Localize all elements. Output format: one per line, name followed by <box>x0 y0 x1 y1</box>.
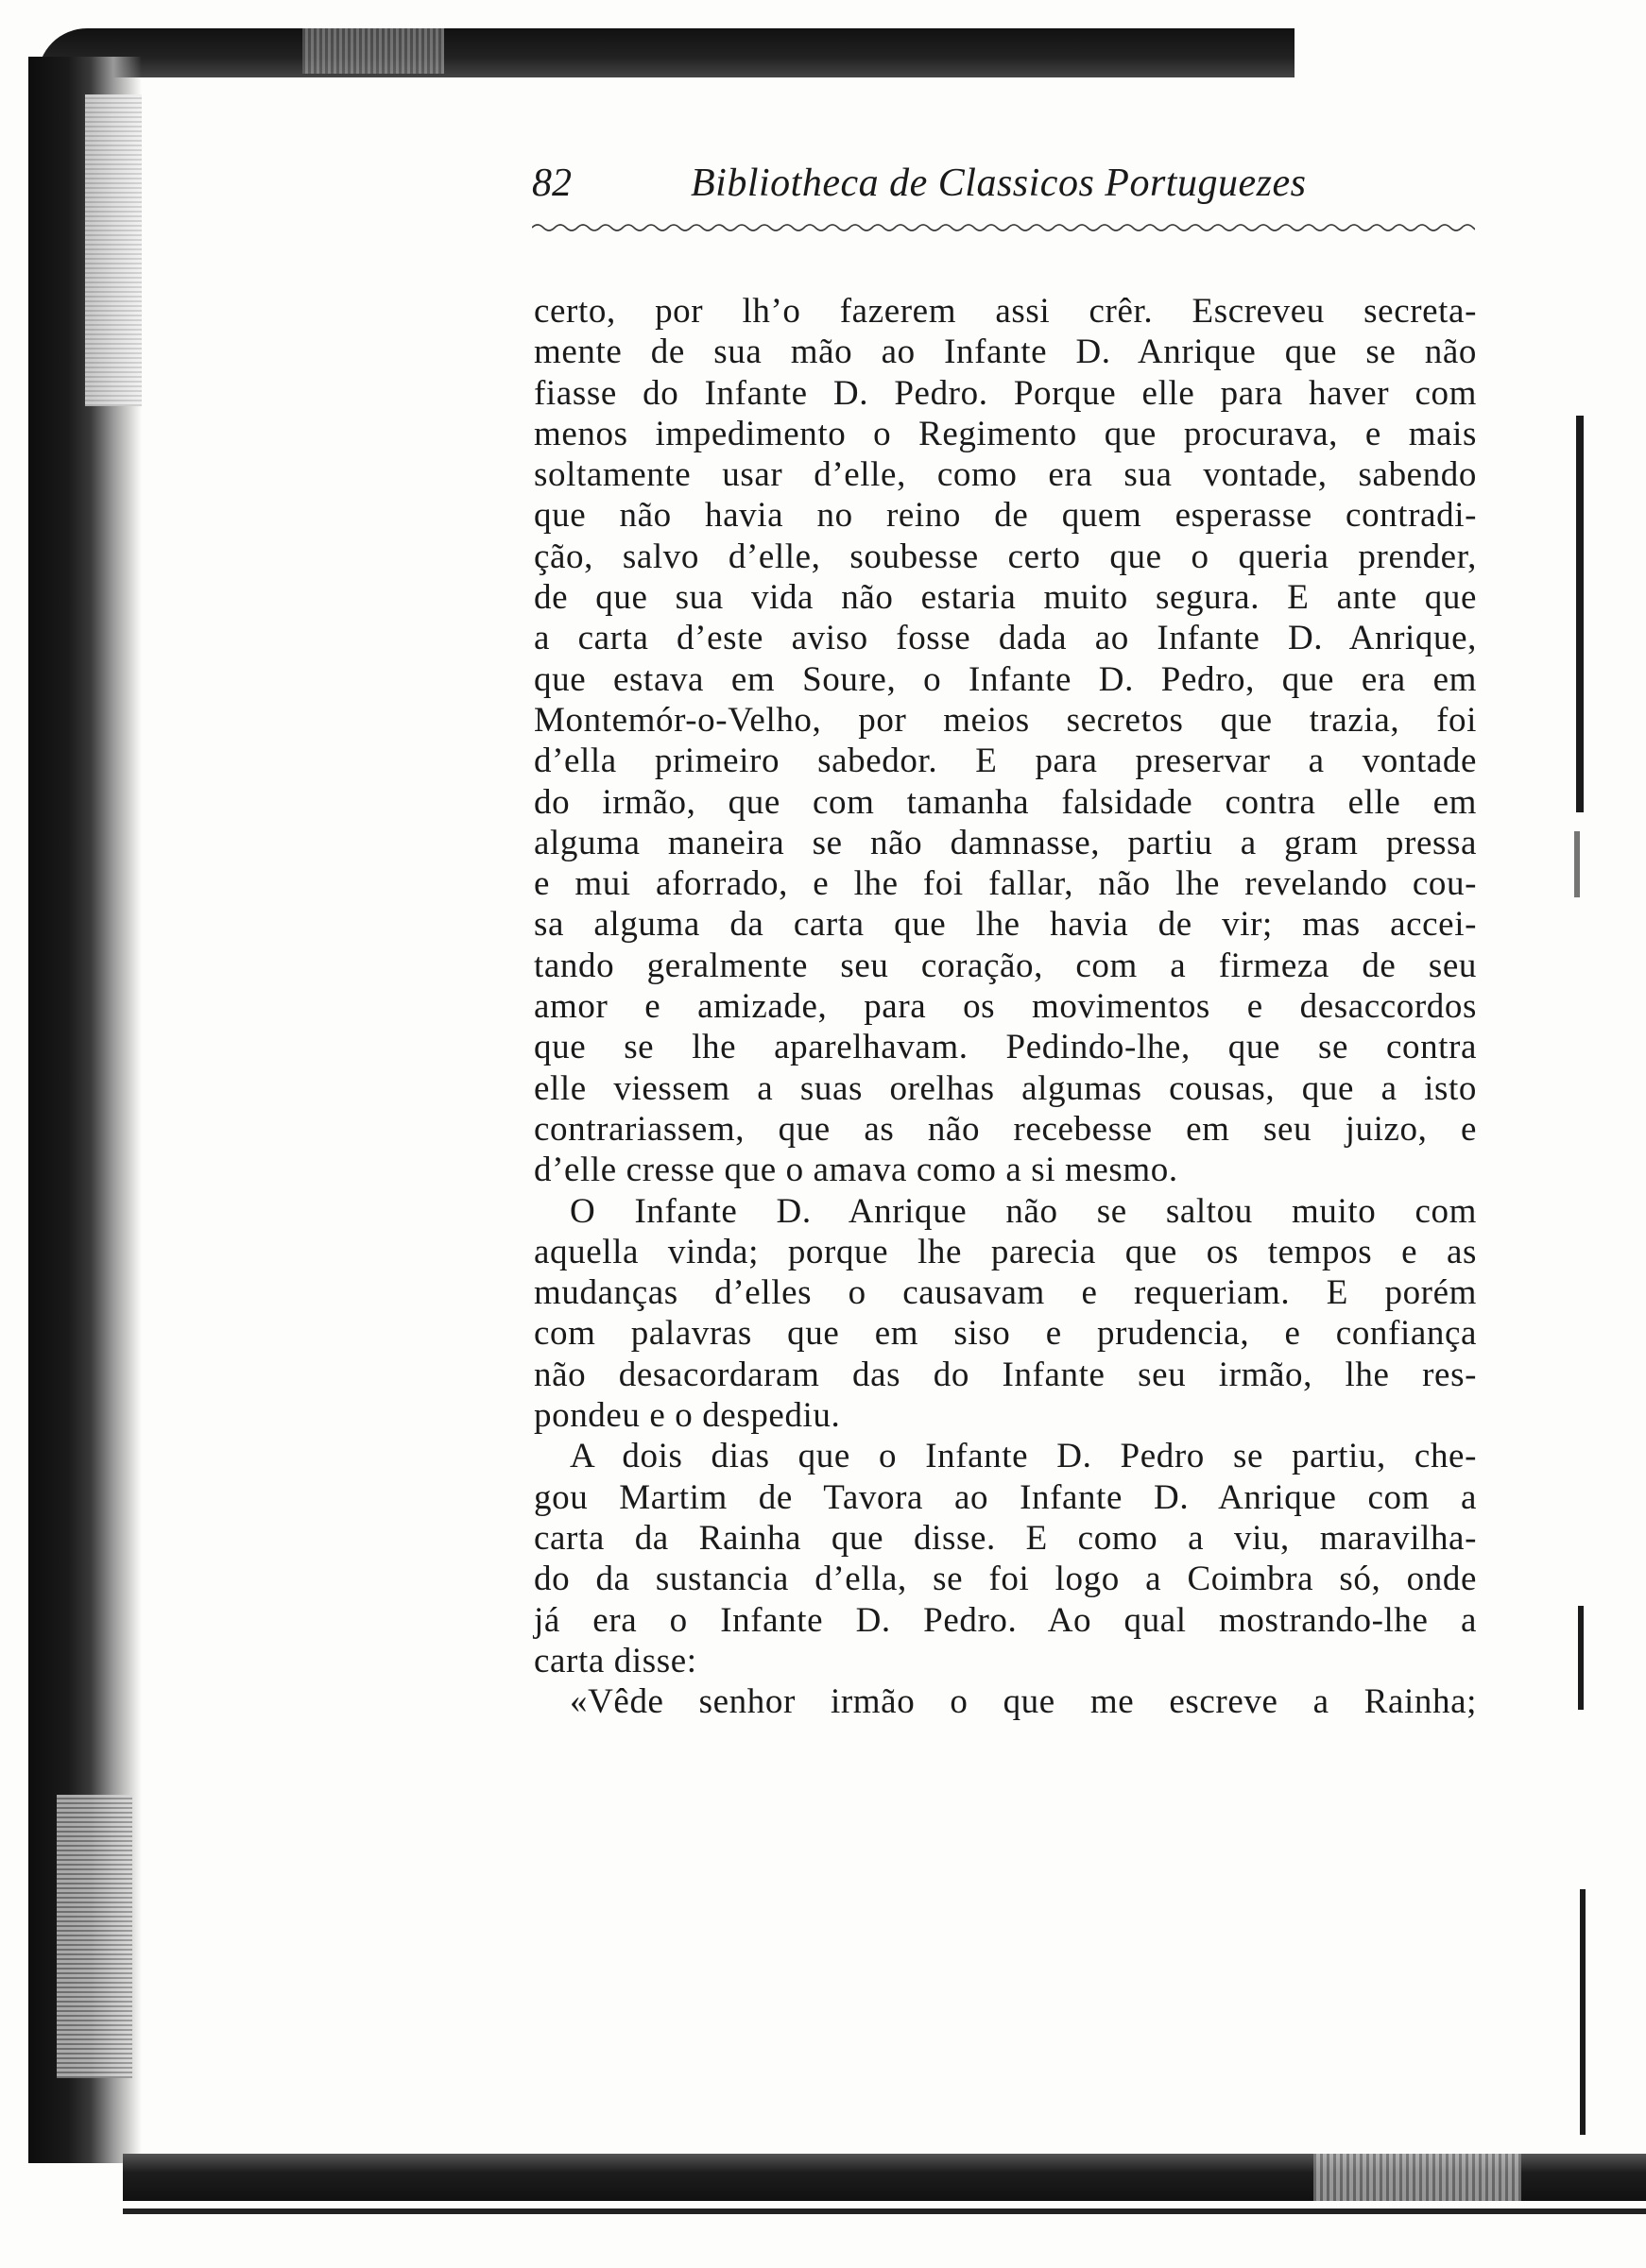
text-line: A dois dias que o Infante D. Pedro se partiu, che- <box>570 1437 1477 1476</box>
page-number: 82 <box>532 162 572 205</box>
scan-border-bottom-line <box>123 2208 1646 2214</box>
scan-mark-right <box>1574 831 1580 897</box>
scan-artifact-bottom <box>1313 2154 1521 2201</box>
text-line: gou Martim de Tavora ao Infante D. Anrique com a <box>534 1477 1477 1517</box>
text-line: que estava em Soure, o Infante D. Pedro, que era em <box>534 659 1477 699</box>
text-line: ção, salvo d’elle, soubesse certo que o queria prender, <box>534 537 1477 576</box>
text-line: alguma maneira se não damnasse, partiu a gram pressa <box>534 823 1477 862</box>
text-line: certo, por lh’o fazerem assi crêr. Escreveu secreta- <box>534 292 1477 331</box>
text-line: a carta d’este aviso fosse dada ao Infante D. Anrique, <box>534 619 1477 658</box>
text-line: com palavras que em siso e prudencia, e confiança <box>534 1314 1477 1354</box>
text-line: do da sustancia d’ella, se foi logo a Coimbra só, onde <box>534 1560 1477 1599</box>
text-line: aquella vinda; porque lhe parecia que os tempos e as <box>534 1232 1477 1271</box>
text-line: carta da Rainha que disse. E como a viu, maravilha- <box>534 1518 1477 1558</box>
text-line: d’elle cresse que o amava como a si mesmo. <box>534 1151 1178 1190</box>
text-line: que não havia no reino de quem esperasse contradi- <box>534 496 1477 536</box>
scan-mark-right <box>1578 1606 1584 1710</box>
text-line: elle viessem a suas orelhas algumas cousas, que a isto <box>534 1068 1477 1108</box>
running-title: Bibliotheca de Classicos Portuguezes <box>691 162 1307 205</box>
text-line: pondeu e o despediu. <box>534 1396 841 1436</box>
scan-artifact-left-upper <box>85 94 142 406</box>
scan-border-top <box>38 28 1295 77</box>
text-line: contrariassem, que as não recebesse em seu juizo, e <box>534 1109 1477 1149</box>
text-line: já era o Infante D. Pedro. Ao qual mostrando-lhe a <box>534 1600 1477 1640</box>
text-line: do irmão, que com tamanha falsidade contra elle em <box>534 782 1477 822</box>
text-line: d’ella primeiro sabedor. E para preservar a vontade <box>534 742 1477 781</box>
text-line: menos impedimento o Regimento que procurava, e mais <box>534 414 1477 453</box>
scan-mark-right <box>1580 1889 1586 2135</box>
text-line: «Vêde senhor irmão o que me escreve a Rainha; <box>570 1682 1477 1722</box>
text-line: fiasse do Infante D. Pedro. Porque elle para haver com <box>534 373 1477 413</box>
text-line: amor e amizade, para os movimentos e desaccordos <box>534 987 1477 1027</box>
text-line: O Infante D. Anrique não se saltou muito com <box>570 1191 1477 1231</box>
text-line: não desacordaram das do Infante seu irmão, lhe res- <box>534 1355 1477 1394</box>
body-text <box>534 291 1477 1722</box>
header-wavy-rule <box>532 221 1475 234</box>
running-header <box>532 161 1477 227</box>
scan-artifact-top <box>302 28 444 74</box>
text-line: de que sua vida não estaria muito segura. E ante que <box>534 578 1477 618</box>
text-line: carta disse: <box>534 1641 697 1680</box>
text-line: sa alguma da carta que lhe havia de vir; mas accei- <box>534 905 1477 945</box>
text-line: Montemór-o-Velho, por meios secretos que trazia, foi <box>534 700 1477 740</box>
text-line: e mui aforrado, e lhe foi fallar, não lhe revelando cou- <box>534 864 1477 904</box>
text-line: tando geralmente seu coração, com a firmeza de seu <box>534 946 1477 985</box>
text-line: soltamente usar d’elle, como era sua vontade, sabendo <box>534 455 1477 495</box>
scan-mark-right <box>1576 416 1584 812</box>
text-line: que se lhe aparelhavam. Pedindo-lhe, que se contra <box>534 1028 1477 1067</box>
text-line: mudanças d’elles o causavam e requeriam. E porém <box>534 1273 1477 1313</box>
scan-artifact-left-lower <box>57 1795 132 2078</box>
text-line: mente de sua mão ao Infante D. Anrique que se não <box>534 333 1477 372</box>
